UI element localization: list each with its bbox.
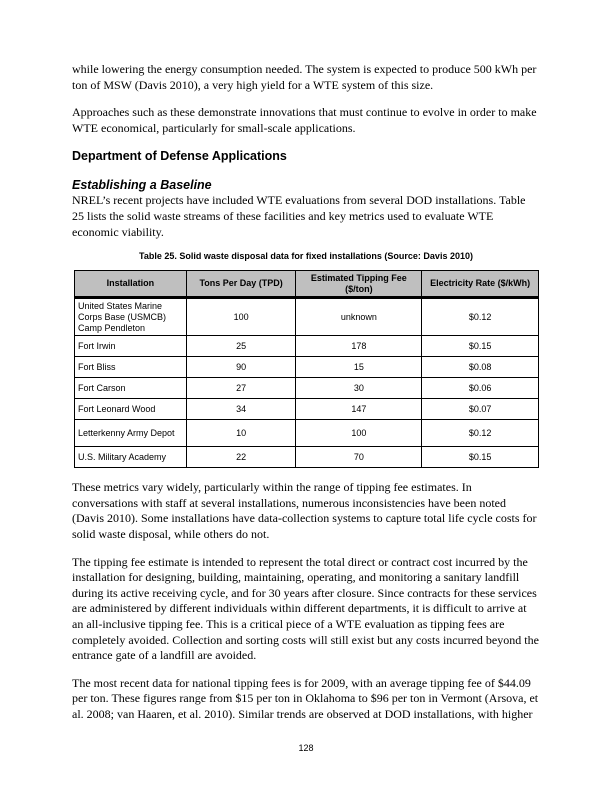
subsection-paragraph: NREL’s recent projects have included WTE evaluations from several DOD installations. Table 25 lists the solid waste streams of these facilities and key metrics used to evaluate WTE economic viability. [72,193,526,239]
tipping-fee-cell: unknown [296,298,422,336]
table-header-row [75,271,539,298]
installation-data-table [74,270,539,468]
table-row [75,357,539,378]
table-row [75,378,539,399]
installation-cell: U.S. Military Academy [75,447,187,468]
header-tipping-fee: Estimated Tipping Fee ($/ton) [296,271,422,298]
table-row [75,420,539,447]
tpd-cell: 25 [186,336,296,357]
body-paragraph-2: The tipping fee estimate is intended to represent the total direct or contract cost incurred by the installation for designing, building, maintaining, operating, and monitoring a sanitary landfill during its active receiving cycle, and for 30 years after closure. Since contracts for these services are administered by different individuals within different departments, it is difficult to arrive at an all-inclusive tipping fee. This is a critical piece of a WTE evaluation as tipping fees are completely avoided. Collection and sorting costs will still exist but any costs incurred beyond the entrance gate of a landfill are avoided. [72,554,539,663]
table-row [75,447,539,468]
tpd-cell: 10 [186,420,296,447]
installation-cell: Fort Carson [75,378,187,399]
section-heading: Department of Defense Applications [72,149,287,164]
document-page [72,62,540,722]
header-tons-per-day: Tons Per Day (TPD) [186,271,296,298]
tipping-fee-cell: 178 [296,336,422,357]
electricity-rate-cell: $0.08 [422,357,539,378]
body-paragraph-1: These metrics vary widely, particularly within the range of tipping fee estimates. In conversations with staff at several installations, numerous inconsistencies have been noted (Davis 2010). Some installations have data-collection systems to capture total life cycle costs for solid waste disposal, while others do not. [72,480,537,541]
electricity-rate-cell: $0.12 [422,298,539,336]
header-installation: Installation [75,271,187,298]
table-row [75,336,539,357]
tpd-cell: 22 [186,447,296,468]
header-electricity-rate: Electricity Rate ($/kWh) [422,271,539,298]
tpd-cell: 27 [186,378,296,399]
tipping-fee-cell: 100 [296,420,422,447]
tpd-cell: 34 [186,399,296,420]
intro-paragraph-2: Approaches such as these demonstrate innovations that must continue to evolve in order to make WTE economical, particularly for small-scale applications. [72,105,537,135]
electricity-rate-cell: $0.06 [422,378,539,399]
intro-paragraph-1: while lowering the energy consumption needed. The system is expected to produce 500 kWh per ton of MSW (Davis 2010), a very high yield for a WTE system of this size. [72,62,537,92]
installation-cell: Fort Leonard Wood [75,399,187,420]
tipping-fee-cell: 15 [296,357,422,378]
installation-cell: Fort Irwin [75,336,187,357]
installation-cell: Fort Bliss [75,357,187,378]
electricity-rate-cell: $0.15 [422,336,539,357]
electricity-rate-cell: $0.15 [422,447,539,468]
tipping-fee-cell: 30 [296,378,422,399]
tipping-fee-cell: 147 [296,399,422,420]
tpd-cell: 100 [186,298,296,336]
subsection-heading: Establishing a Baseline [72,178,212,193]
installation-cell: United States Marine Corps Base (USMCB) Camp Pendleton [75,298,187,336]
tipping-fee-cell: 70 [296,447,422,468]
table-row [75,399,539,420]
installation-cell: Letterkenny Army Depot [75,420,187,447]
page-number: 128 [298,743,314,753]
electricity-rate-cell: $0.12 [422,420,539,447]
tpd-cell: 90 [186,357,296,378]
table-caption: Table 25. Solid waste disposal data for fixed installations (Source: Davis 2010) [139,251,473,262]
table-row [75,298,539,336]
body-paragraph-3: The most recent data for national tipping fees is for 2009, with an average tipping fee of $44.09 per ton. These figures range from $15 per ton in Oklahoma to $96 per ton in Vermont (Arsova, et al. 2008; van Haaren, et al. 2010). Similar trends are observed at DOD installations, with higher [72,675,539,721]
electricity-rate-cell: $0.07 [422,399,539,420]
